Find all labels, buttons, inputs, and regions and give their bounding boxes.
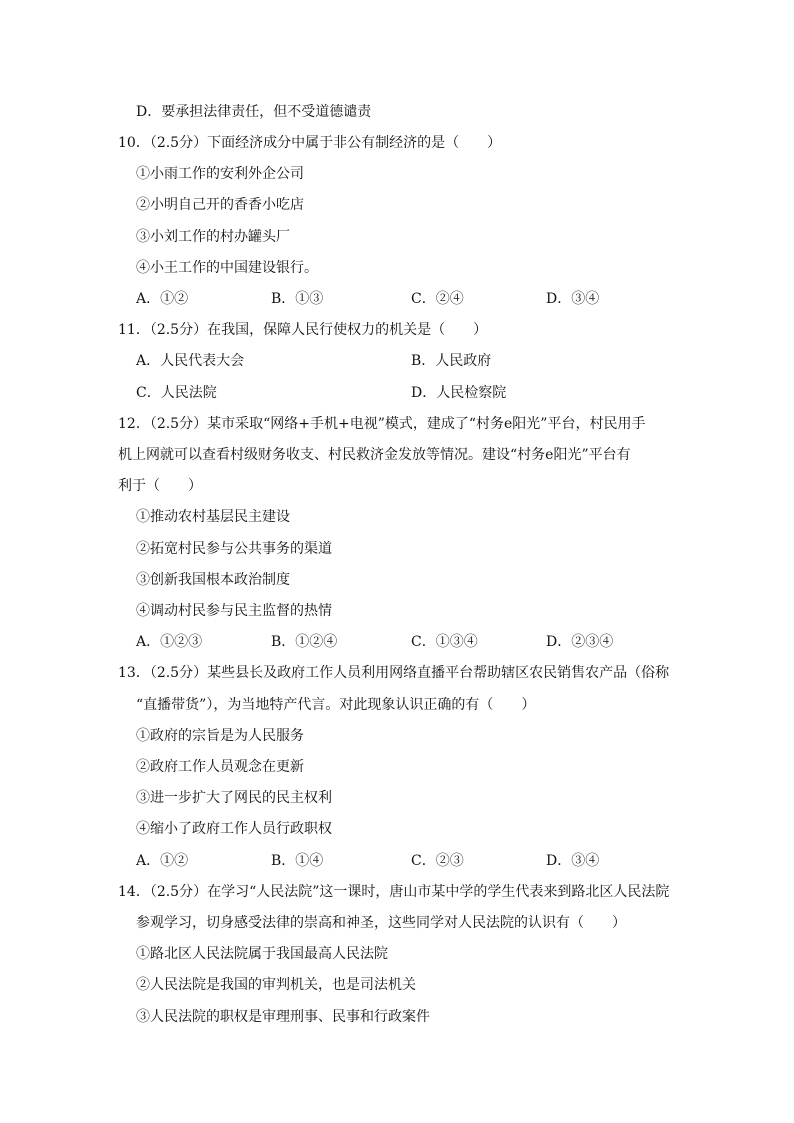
- q10-stem: 10．（2.5分）下面经济成分中属于非公有制经济的是（ ）: [118, 135, 502, 151]
- q12-item-4: ④调动村民参与民主监督的热情: [136, 603, 332, 619]
- q12-item-3: ③创新我国根本政治制度: [136, 572, 290, 588]
- q11-stem: 11．（2.5分）在我国，保障人民行使权力的机关是（ ）: [118, 322, 488, 338]
- q10-option-a: A．①②: [136, 291, 189, 307]
- q10-option-d: D．③④: [546, 291, 600, 307]
- q13-option-c: C．②③: [411, 853, 464, 869]
- q10-item-1: ①小雨工作的安利外企公司: [136, 166, 304, 182]
- q11-option-d: D．人民检察院: [411, 385, 507, 401]
- q12-option-d: D．②③④: [546, 634, 614, 650]
- q14-item-3: ③人民法院的职权是审理刑事、民事和行政案件: [136, 1009, 430, 1025]
- q13-stem-line-2: “直播带货”），为当地特产代言。对此现象认识正确的有（ ）: [136, 697, 536, 713]
- q10-item-4: ④小王工作的中国建设银行。: [136, 260, 318, 276]
- q13-item-1: ①政府的宗旨是为人民服务: [136, 728, 304, 744]
- q12-option-a: A．①②③: [136, 634, 203, 650]
- q13-item-3: ③进一步扩大了网民的民主权利: [136, 790, 332, 806]
- q12-item-2: ②拓宽村民参与公共事务的渠道: [136, 541, 332, 557]
- q13-stem-line-1: 13．（2.5分）某些县长及政府工作人员利用网络直播平台帮助辖区农民销售农产品（俗称: [118, 665, 670, 681]
- q11-option-c: C．人民法院: [136, 385, 217, 401]
- q12-stem-line-2: 机上网就可以查看村级财务收支、村民救济金发放等情况。建设“村务e阳光”平台有: [118, 447, 631, 463]
- q12-stem-line-3: 利于（ ）: [118, 478, 202, 494]
- q10-item-2: ②小明自己开的香香小吃店: [136, 197, 304, 213]
- q10-option-c: C．②④: [411, 291, 464, 307]
- q14-item-2: ②人民法院是我国的审判机关，也是司法机关: [136, 977, 416, 993]
- q12-option-b: B．①②④: [271, 634, 338, 650]
- q14-stem-line-2: 参观学习，切身感受法律的崇高和神圣，这些同学对人民法院的认识有（ ）: [136, 915, 626, 931]
- q13-item-4: ④缩小了政府工作人员行政职权: [136, 821, 332, 837]
- q12-option-c: C．①③④: [411, 634, 478, 650]
- q11-option-a: A．人民代表大会: [136, 353, 245, 369]
- q13-option-a: A．①②: [136, 853, 189, 869]
- q12-stem-line-1: 12．（2.5分）某市采取“网络+手机+电视”模式，建成了“村务e阳光”平台，村民用手: [118, 416, 646, 432]
- q11-option-b: B．人民政府: [411, 353, 492, 369]
- q13-item-2: ②政府工作人员观念在更新: [136, 759, 304, 775]
- q13-option-d: D．③④: [546, 853, 600, 869]
- q9-option-d: D．要承担法律责任，但不受道德谴责: [136, 104, 372, 120]
- q14-stem-line-1: 14．（2.5分）在学习“人民法院”这一课时，唐山市某中学的学生代表来到路北区人民法院: [118, 884, 670, 900]
- q10-item-3: ③小刘工作的村办罐头厂: [136, 229, 290, 245]
- q13-option-b: B．①④: [271, 853, 324, 869]
- q10-option-b: B．①③: [271, 291, 324, 307]
- q14-item-1: ①路北区人民法院属于我国最高人民法院: [136, 946, 388, 962]
- q12-item-1: ①推动农村基层民主建设: [136, 509, 290, 525]
